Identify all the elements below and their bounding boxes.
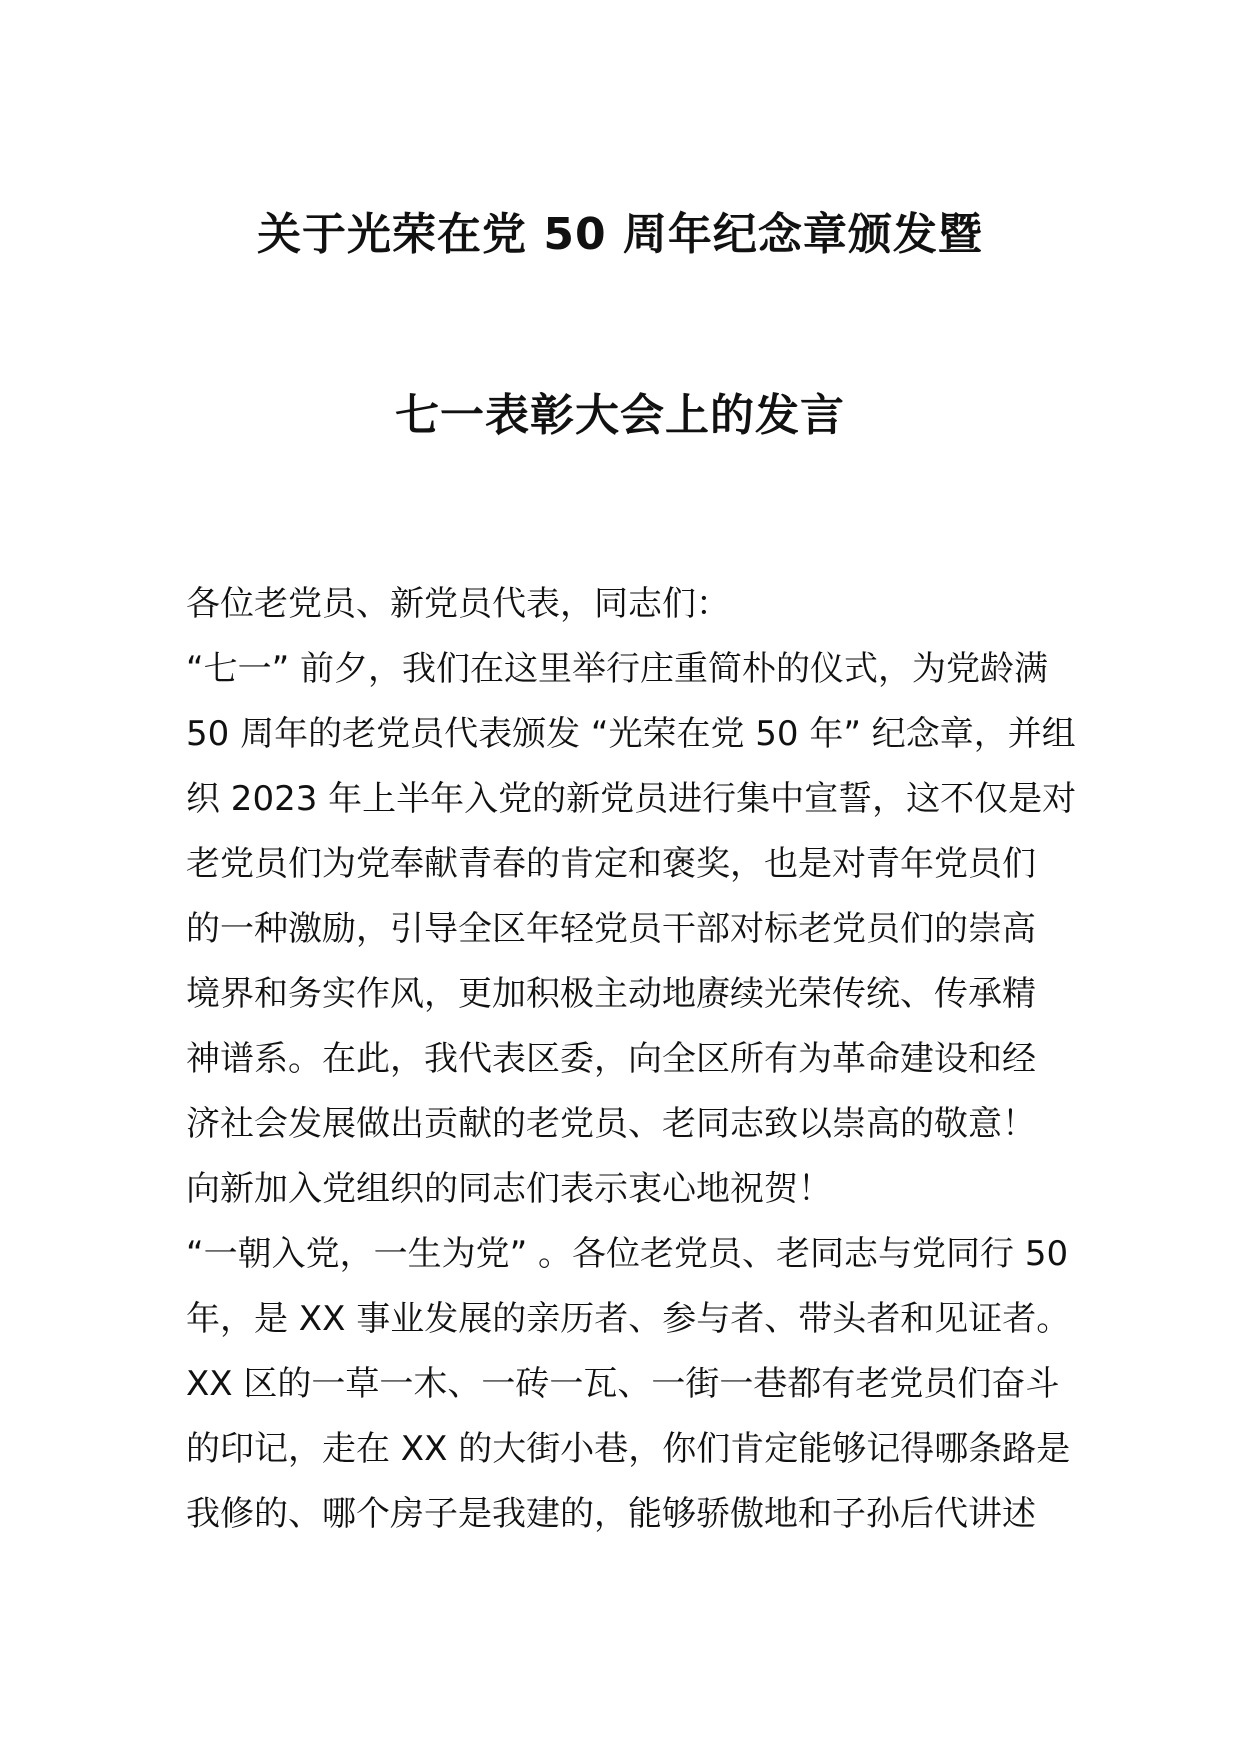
document-title-line-2: 七一表彰大会上的发言 bbox=[395, 390, 845, 441]
document-body bbox=[186, 572, 1077, 1547]
body-line: 神谱系。在此，我代表区委，向全区所有为革命建设和经 bbox=[186, 1039, 1036, 1079]
body-line: 年，是 XX 事业发展的亲历者、参与者、带头者和见证者。 bbox=[186, 1299, 1071, 1339]
body-line: 我修的、哪个房子是我建的，能够骄傲地和子孙后代讲述 bbox=[186, 1494, 1036, 1534]
body-line: 各位老党员、新党员代表，同志们： bbox=[186, 584, 730, 624]
body-line: “七一” 前夕，我们在这里举行庄重简朴的仪式，为党龄满 bbox=[186, 649, 1049, 689]
body-line: 境界和务实作风，更加积极主动地赓续光荣传统、传承精 bbox=[186, 974, 1036, 1014]
body-line: 织 2023 年上半年入党的新党员进行集中宣誓，这不仅是对 bbox=[186, 779, 1077, 819]
body-line: 向新加入党组织的同志们表示衷心地祝贺！ bbox=[186, 1169, 832, 1209]
body-line: 的一种激励，引导全区年轻党员干部对标老党员们的崇高 bbox=[186, 909, 1036, 949]
body-line: 济社会发展做出贡献的老党员、老同志致以崇高的敬意！ bbox=[186, 1104, 1036, 1144]
body-line: “一朝入党，一生为党” 。各位老党员、老同志与党同行 50 bbox=[186, 1234, 1069, 1274]
body-line: 的印记，走在 XX 的大街小巷，你们肯定能够记得哪条路是 bbox=[186, 1429, 1071, 1469]
body-line: XX 区的一草一木、一砖一瓦、一街一巷都有老党员们奋斗 bbox=[186, 1364, 1060, 1404]
document-title-line-1: 关于光荣在党 50 周年纪念章颁发暨 bbox=[257, 209, 983, 260]
body-line: 50 周年的老党员代表颁发 “光荣在党 50 年” 纪念章，并组 bbox=[186, 714, 1076, 754]
body-line: 老党员们为党奉献青春的肯定和褒奖，也是对青年党员们 bbox=[186, 844, 1036, 884]
